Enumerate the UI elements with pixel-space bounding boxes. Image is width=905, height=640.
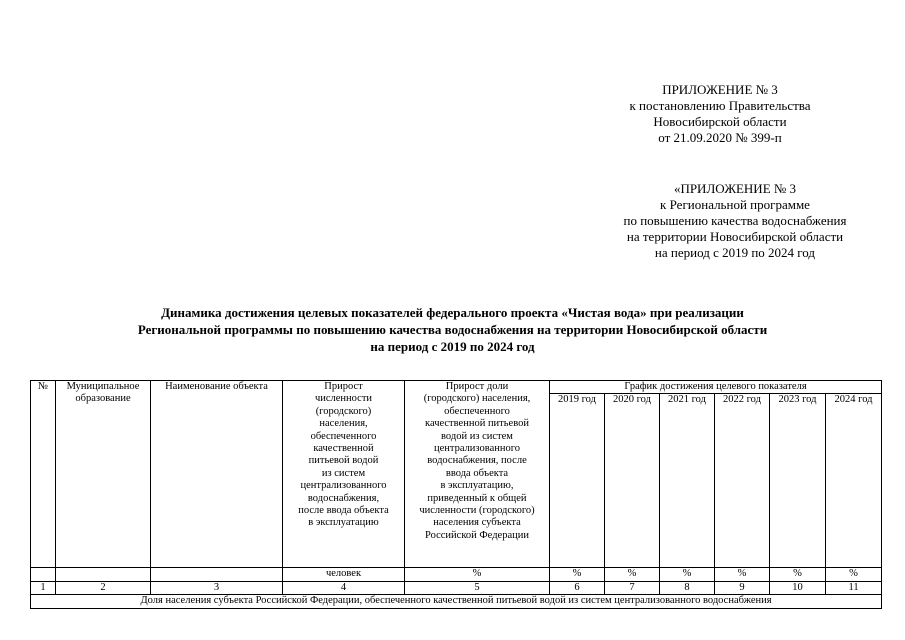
section-row (31, 595, 882, 608)
appendix-line: ПРИЛОЖЕНИЕ № 3 (662, 82, 778, 97)
column-number: 1 (31, 581, 56, 594)
unit-year: % (660, 568, 715, 581)
unit-cell (151, 568, 283, 581)
document-title (30, 304, 875, 355)
column-number: 5 (405, 581, 550, 594)
unit-year: % (715, 568, 770, 581)
column-number: 3 (151, 581, 283, 594)
column-numbers-row (31, 581, 882, 594)
header-row-1 (31, 381, 882, 394)
column-number: 11 (826, 581, 882, 594)
column-number: 4 (283, 581, 405, 594)
header-share-growth: Прирост доли (городского) населения, обеспеченного качественной питьевой водой из систем централизованного водоснабжения, после ввода объекта в эксплуатацию, приведенный к общей численности (городского) населения субъекта Российской Федерации (405, 381, 550, 568)
appendix-line: к постановлению Правительства (629, 98, 811, 113)
indicators-table (30, 380, 882, 609)
column-number: 10 (770, 581, 826, 594)
unit-year: % (770, 568, 826, 581)
appendix-header-program (590, 181, 880, 261)
title-line: на период с 2019 по 2024 год (370, 339, 535, 354)
title-line: Динамика достижения целевых показателей федерального проекта «Чистая вода» при реализации (161, 305, 744, 320)
column-number: 9 (715, 581, 770, 594)
appendix-line: Новосибирской области (653, 114, 787, 129)
units-row (31, 568, 882, 581)
header-schedule: График достижения целевого показателя (550, 381, 882, 394)
appendix-header-resolution (590, 82, 850, 146)
column-number: 6 (550, 581, 605, 594)
header-year: 2023 год (770, 394, 826, 568)
header-year: 2024 год (826, 394, 882, 568)
column-number: 2 (56, 581, 151, 594)
section-heading: Доля населения субъекта Российской Федерации, обеспеченного качественной питьевой водой из систем централизованного водоснабжения (31, 595, 882, 608)
unit-cell (56, 568, 151, 581)
appendix-line: по повышению качества водоснабжения (623, 213, 847, 228)
header-year: 2019 год (550, 394, 605, 568)
title-line: Региональной программы по повышению качества водоснабжения на территории Новосибирской области (137, 322, 768, 337)
header-year: 2020 год (605, 394, 660, 568)
unit-cell (31, 568, 56, 581)
unit-population: человек (283, 568, 405, 581)
unit-year: % (550, 568, 605, 581)
header-year: 2021 год (660, 394, 715, 568)
appendix-line: «ПРИЛОЖЕНИЕ № 3 (673, 181, 797, 196)
header-municipality: Муниципальное образование (56, 381, 151, 568)
header-year: 2022 год (715, 394, 770, 568)
unit-year: % (605, 568, 660, 581)
appendix-line: от 21.09.2020 № 399-п (658, 130, 782, 145)
appendix-line: к Региональной программе (660, 197, 810, 212)
unit-share: % (405, 568, 550, 581)
unit-year: % (826, 568, 882, 581)
header-population-growth: Прирост численности (городского) населения, обеспеченного качественной питьевой водой из систем централизованного водоснабжения, после ввода объекта в эксплуатацию (283, 381, 405, 568)
header-object-name: Наименование объекта (151, 381, 283, 568)
appendix-line: на период с 2019 по 2024 год (654, 245, 816, 260)
column-number: 7 (605, 581, 660, 594)
column-number: 8 (660, 581, 715, 594)
header-num: № (31, 381, 56, 568)
appendix-line: на территории Новосибирской области (626, 229, 844, 244)
